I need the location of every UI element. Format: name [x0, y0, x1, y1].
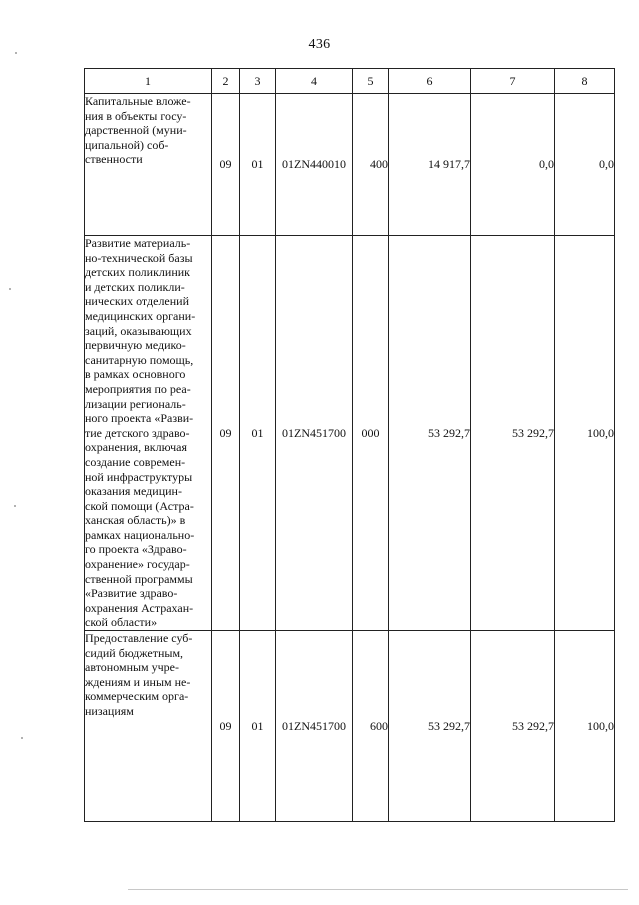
table-row [85, 631, 615, 822]
section-code: 09 [212, 631, 240, 822]
planned-amount: 14 917,7 [389, 94, 471, 236]
description-line: Капитальные вложе- [85, 94, 191, 108]
description-line: рамках национально- [85, 527, 195, 542]
description-line: но-технической базы [85, 250, 193, 265]
description-line: ственной программы [85, 571, 193, 586]
description-line: низациям [85, 704, 134, 718]
column-header: 8 [555, 69, 615, 94]
column-header: 1 [85, 69, 212, 94]
description-line: ждениям и иным не- [85, 674, 191, 689]
description-line: «Развитие здраво- [85, 586, 178, 601]
description-line: мероприятия по реа- [85, 381, 191, 396]
subsection-code: 01 [240, 94, 276, 236]
description-line: ственности [85, 152, 143, 167]
target-article-code: 01ZN440010 [276, 94, 353, 236]
description-line: ния в объекты госу- [85, 108, 187, 123]
description-line: дарственной (муни- [85, 123, 187, 138]
executed-amount: 0,0 [471, 94, 555, 236]
budget-table [84, 68, 615, 822]
scan-speck [15, 52, 17, 54]
description-line: охранения Астрахан- [85, 600, 194, 615]
column-header: 4 [276, 69, 353, 94]
description-line: ской области» [85, 615, 158, 630]
execution-percent: 100,0 [555, 236, 615, 631]
description-line: лизации региональ- [85, 396, 186, 411]
column-header: 3 [240, 69, 276, 94]
description-line: ханская область)» в [85, 513, 186, 528]
column-header: 5 [353, 69, 389, 94]
table-row [85, 94, 615, 236]
planned-amount: 53 292,7 [389, 631, 471, 822]
description-line: ципальной) соб- [85, 137, 169, 152]
scan-edge-line [128, 889, 628, 890]
column-header: 2 [212, 69, 240, 94]
executed-amount: 53 292,7 [471, 236, 555, 631]
column-header: 6 [389, 69, 471, 94]
table-row [85, 236, 615, 631]
description-line: сидий бюджетным, [85, 645, 184, 660]
description-line: и детских поликли- [85, 279, 185, 294]
description-line: детских поликлиник [85, 265, 190, 280]
subsection-code: 01 [240, 631, 276, 822]
page-number: 436 [308, 37, 331, 52]
description-line: Предоставление суб- [85, 631, 193, 646]
description-line: в рамках основного [85, 367, 186, 382]
description-line: Развитие материаль- [85, 236, 191, 250]
description-line: создание современ- [85, 454, 186, 469]
description-line: коммерческим орга- [85, 689, 189, 704]
execution-percent: 0,0 [555, 94, 615, 236]
description-line: ской помощи (Астра- [85, 498, 194, 513]
description-line: первичную медико- [85, 338, 186, 353]
scan-speck [14, 505, 16, 507]
row-description [85, 631, 212, 822]
target-article-code: 01ZN451700 [276, 631, 353, 822]
expense-type-code: 600 [353, 631, 389, 822]
expense-type-code: 400 [353, 94, 389, 236]
description-line: нических отделений [85, 294, 190, 309]
planned-amount: 53 292,7 [389, 236, 471, 631]
row-description [85, 94, 212, 236]
executed-amount: 53 292,7 [471, 631, 555, 822]
description-line: санитарную помощь, [85, 352, 194, 367]
expense-type-code: 000 [353, 236, 389, 631]
description-line: оказания медицин- [85, 484, 182, 499]
description-line: медицинских органи- [85, 308, 196, 323]
execution-percent: 100,0 [555, 631, 615, 822]
scan-speck [9, 288, 11, 290]
description-line: автономным учре- [85, 660, 180, 675]
section-code: 09 [212, 94, 240, 236]
column-header: 7 [471, 69, 555, 94]
target-article-code: 01ZN451700 [276, 236, 353, 631]
description-line: охранения, включая [85, 440, 188, 455]
description-line: ной инфраструктуры [85, 469, 193, 484]
description-line: охранение» государ- [85, 557, 190, 572]
row-description [85, 236, 212, 631]
description-line: го проекта «Здраво- [85, 542, 187, 557]
header-row [85, 69, 615, 94]
section-code: 09 [212, 236, 240, 631]
scan-speck [21, 737, 23, 739]
description-line: тие детского здраво- [85, 425, 190, 440]
subsection-code: 01 [240, 236, 276, 631]
description-line: ного проекта «Разви- [85, 411, 194, 426]
description-line: заций, оказывающих [85, 323, 192, 338]
